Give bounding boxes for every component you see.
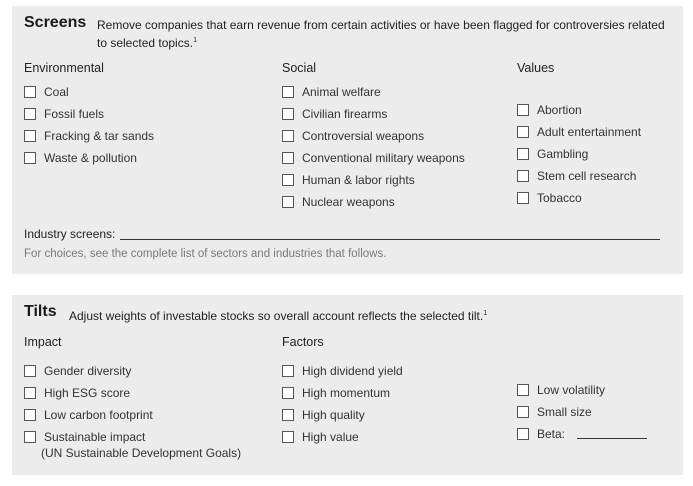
checkbox-low-volatility[interactable]: Low volatility [517,382,605,398]
beta-input-line[interactable] [577,438,647,439]
sustainable-impact-subnote: (UN Sustainable Development Goals) [41,446,242,460]
checkbox-box[interactable] [517,428,529,440]
checkbox-box[interactable] [517,126,529,138]
checkbox-box[interactable] [24,152,36,164]
tilts-description: Adjust weights of investable stocks so overall account reflects the selected tilt.$^1$ [69,309,488,323]
checkbox-box[interactable] [282,108,294,120]
checkbox-tobacco[interactable]: Tobacco [517,190,582,206]
checkbox-fracking-tar-sands[interactable]: Fracking & tar sands [24,128,154,144]
checkbox-box[interactable] [282,387,294,399]
checkbox-box[interactable] [282,365,294,377]
checkbox-box[interactable] [282,174,294,186]
checkbox-box[interactable] [282,130,294,142]
checkbox-high-dividend-yield[interactable]: High dividend yield [282,363,403,379]
checkbox-human-labor-rights[interactable]: Human & labor rights [282,172,415,188]
industry-screens-input-line[interactable] [120,239,660,240]
checkbox-adult-entertainment[interactable]: Adult entertainment [517,124,641,140]
checkbox-stem-cell-research[interactable]: Stem cell research [517,168,636,184]
checkbox-box[interactable] [517,104,529,116]
checkbox-gambling[interactable]: Gambling [517,146,588,162]
checkbox-box[interactable] [517,384,529,396]
tilts-title: Tilts [24,303,57,320]
tilts-panel [12,295,683,475]
social-heading: Social [282,61,317,75]
industry-screens-label: Industry screens: [24,227,116,241]
checkbox-box[interactable] [282,196,294,208]
checkbox-high-quality[interactable]: High quality [282,407,365,423]
checkbox-coal[interactable]: Coal [24,84,69,100]
values-heading: Values [517,61,555,75]
screens-description: Remove companies that earn revenue from certain activities or have been flagged for controversies related to selected topics.$^1$ [97,18,665,50]
screens-panel [12,6,683,274]
checkbox-beta[interactable]: Beta: [517,426,565,442]
checkbox-controversial-weapons[interactable]: Controversial weapons [282,128,424,144]
checkbox-abortion[interactable]: Abortion [517,102,582,118]
checkbox-small-size[interactable]: Small size [517,404,592,420]
checkbox-box[interactable] [517,406,529,418]
checkbox-box[interactable] [24,130,36,142]
checkbox-high-esg-score[interactable]: High ESG score [24,385,130,401]
impact-heading: Impact [24,335,62,349]
checkbox-box[interactable] [282,152,294,164]
checkbox-box[interactable] [517,192,529,204]
factors-heading: Factors [282,335,324,349]
checkbox-box[interactable] [282,409,294,421]
checkbox-box[interactable] [24,387,36,399]
screens-title: Screens [24,14,87,31]
checkbox-gender-diversity[interactable]: Gender diversity [24,363,131,379]
checkbox-box[interactable] [282,86,294,98]
checkbox-civilian-firearms[interactable]: Civilian firearms [282,106,387,122]
checkbox-high-value[interactable]: High value [282,429,359,445]
checkbox-box[interactable] [282,431,294,443]
checkbox-sustainable-impact[interactable]: Sustainable impact [24,429,145,445]
industry-screens-note: For choices, see the complete list of sectors and industries that follows. [24,248,387,260]
checkbox-box[interactable] [24,108,36,120]
environmental-heading: Environmental [24,61,104,75]
checkbox-fossil-fuels[interactable]: Fossil fuels [24,106,104,122]
checkbox-box[interactable] [517,148,529,160]
checkbox-box[interactable] [517,170,529,182]
checkbox-low-carbon-footprint[interactable]: Low carbon footprint [24,407,153,423]
checkbox-high-momentum[interactable]: High momentum [282,385,390,401]
checkbox-box[interactable] [24,86,36,98]
checkbox-conventional-military-weapons[interactable]: Conventional military weapons [282,150,465,166]
checkbox-box[interactable] [24,409,36,421]
checkbox-nuclear-weapons[interactable]: Nuclear weapons [282,194,395,210]
checkbox-waste-pollution[interactable]: Waste & pollution [24,150,137,166]
checkbox-box[interactable] [24,431,36,443]
checkbox-box[interactable] [24,365,36,377]
checkbox-animal-welfare[interactable]: Animal welfare [282,84,381,100]
